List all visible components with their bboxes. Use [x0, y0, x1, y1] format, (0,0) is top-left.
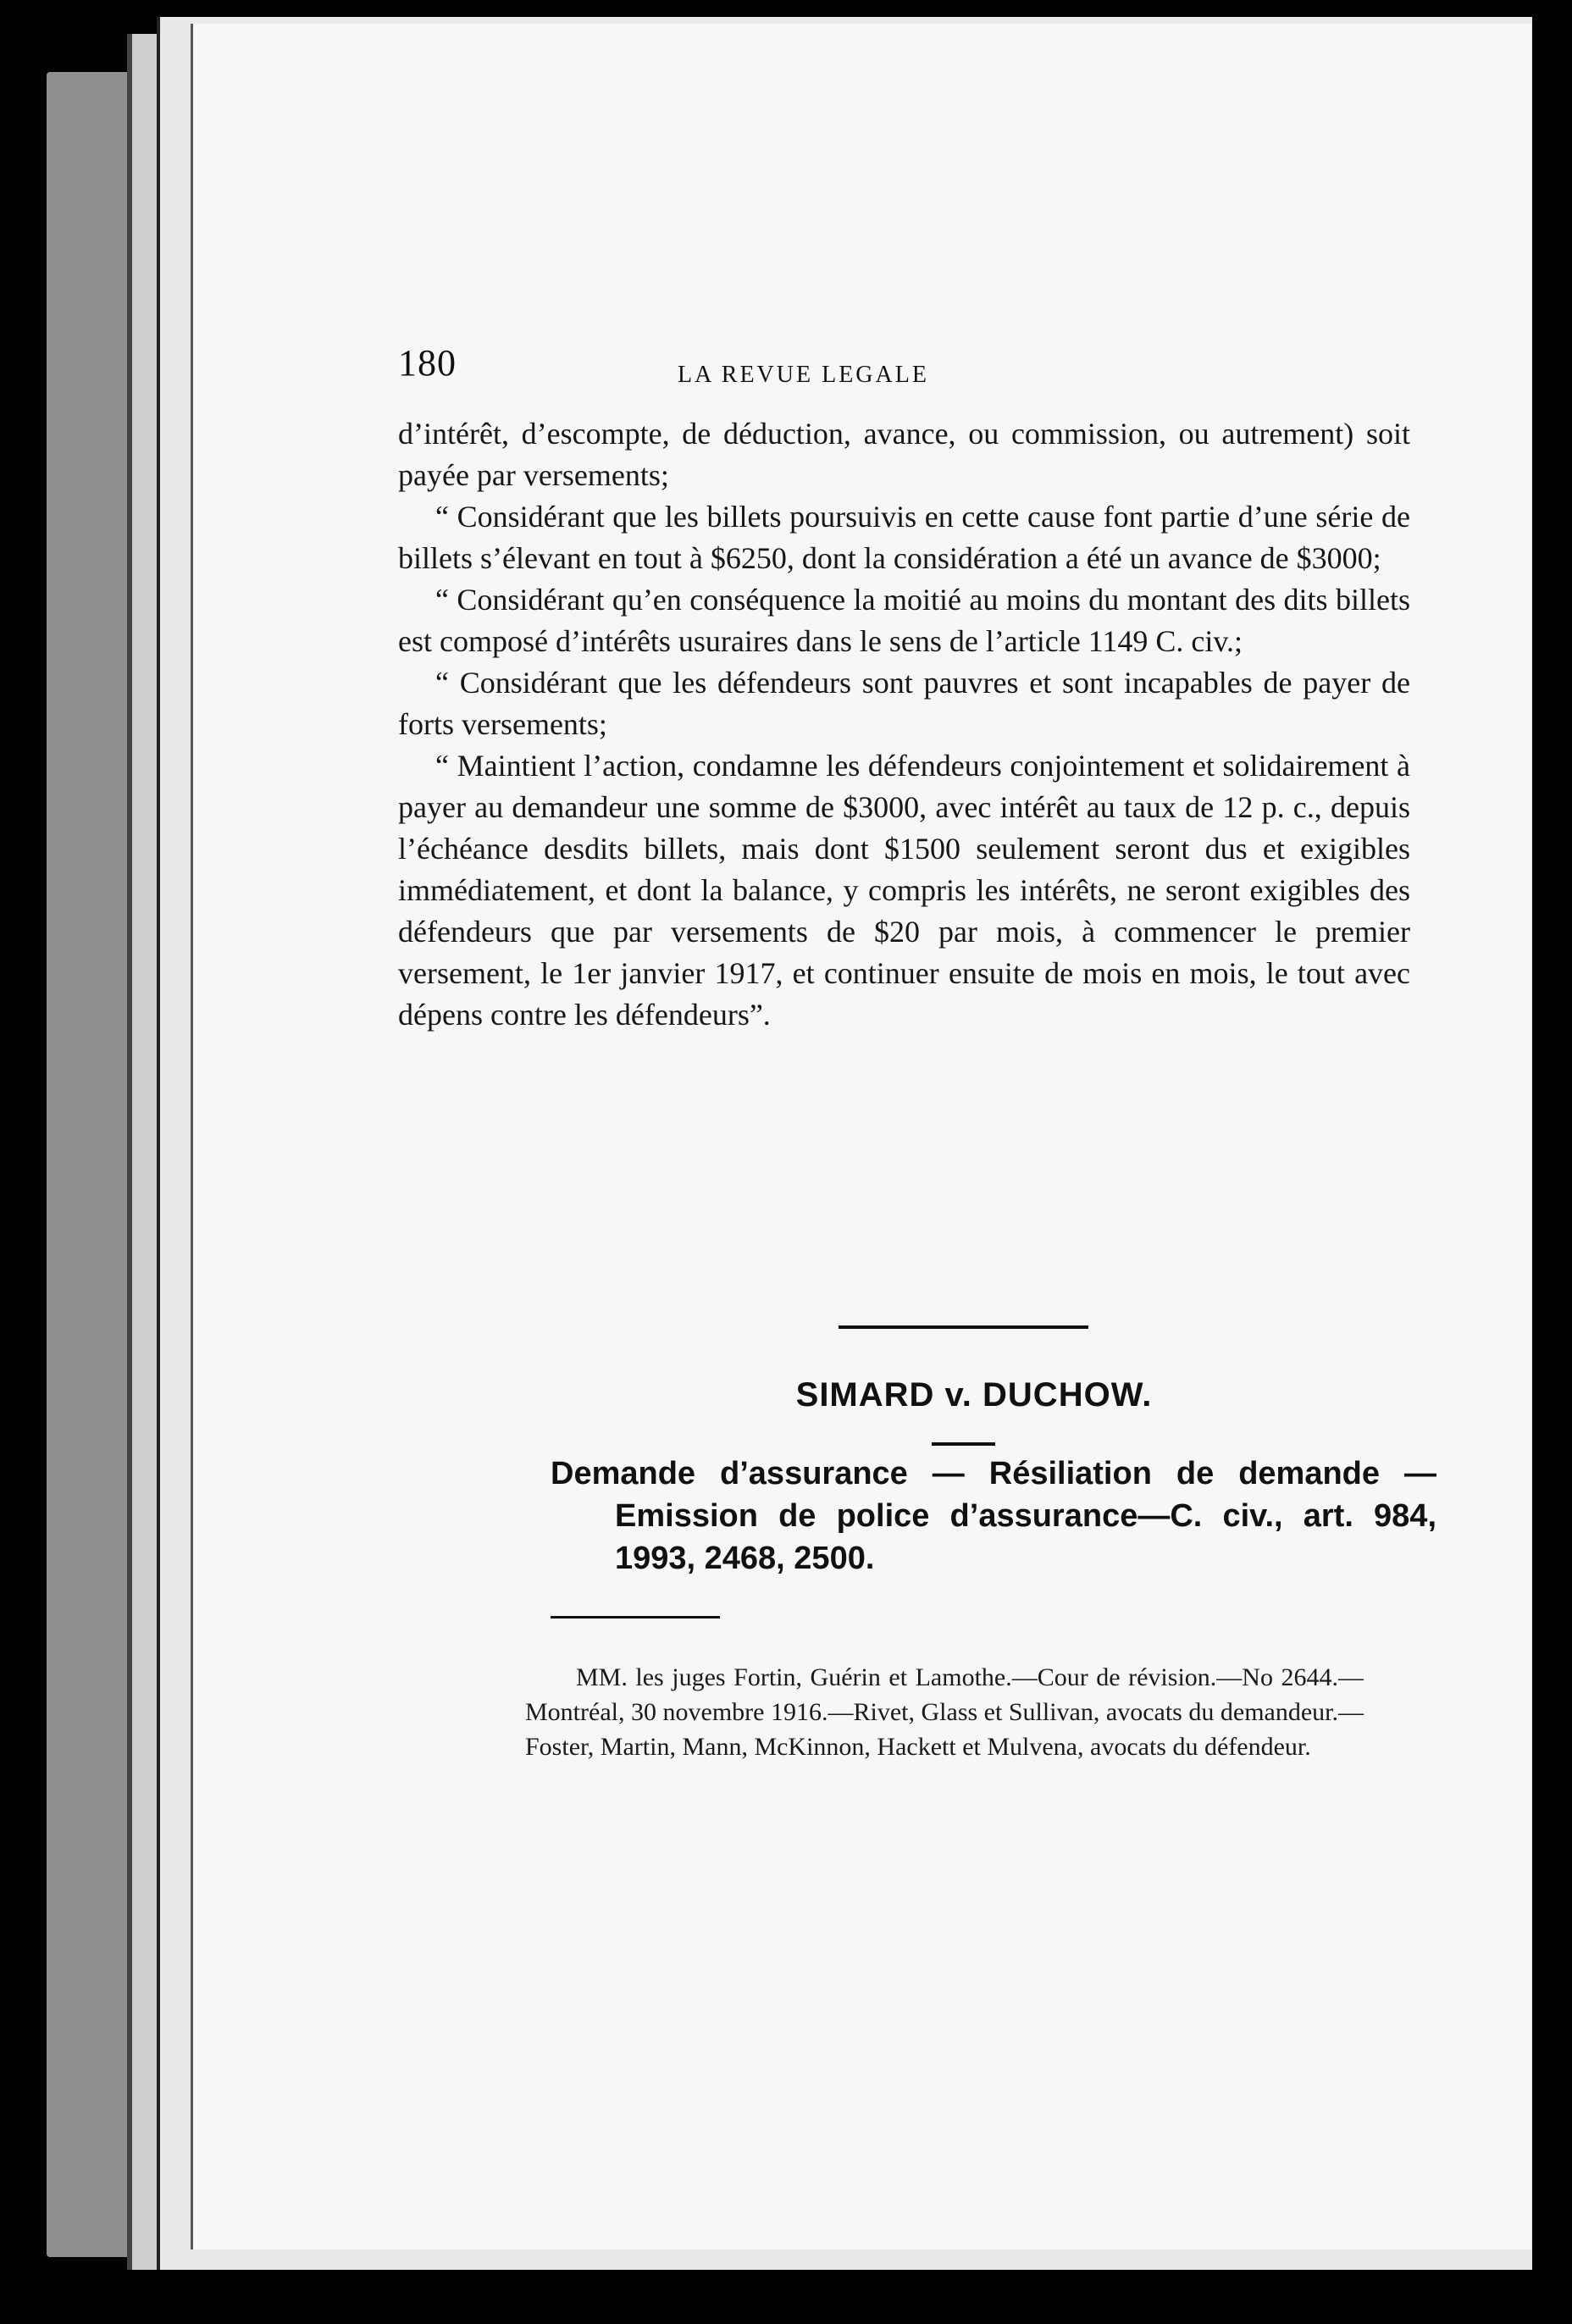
footnote: MM. les juges Fortin, Guérin et Lamothe.—Cour de révision.—No 2644.—Montréal, 30 novembre 1916.—Rivet, Glass et Sullivan, avocats du demandeur.—Foster, Martin, Mann, McKinnon, Hackett et Mulvena, avocats du défendeur.: [525, 1663, 1364, 1761]
section-divider: [839, 1325, 1088, 1329]
journal-title: LA REVUE LEGALE: [678, 362, 929, 388]
body-paragraph: “ Considérant que les défendeurs sont pauvres et sont incapables de payer de forts versements;: [398, 666, 1410, 741]
body-paragraph: “ Considérant que les billets poursuivis en cette cause font partie d’une série de billets s’élevant en tout à $6250, dont la considération a été un avance de $3000;: [398, 500, 1410, 575]
title-divider: [932, 1442, 995, 1446]
running-head: [398, 335, 1427, 394]
case-headnote: Demande d’assurance — Résiliation de demande — Emission de police d’assurance—C. civ., art. 984, 1993, 2468, 2500.: [551, 1456, 1436, 1576]
footnote-divider: [551, 1616, 720, 1618]
body-paragraph: d’intérêt, d’escompte, de déduction, avance, ou commission, ou autrement) soit payée par versements;: [398, 417, 1410, 492]
case-title: SIMARD v. DUCHOW.: [795, 1376, 1153, 1414]
body-paragraph: “ Considérant qu’en conséquence la moitié au moins du montant des dits billets est composé d’intérêts usuraires dans le sens de l’article 1149 C. civ.;: [398, 583, 1410, 658]
body-paragraph: “ Maintient l’action, condamne les défendeurs conjointement et solidairement à payer au demandeur une somme de $3000, avec intérêt au taux de 12 p. c., depuis l’échéance desdits billets, mais dont $1500 seulement seront dus et exigibles immédiatement, et dont la balance, y compris les intérêts, ne seront exigibles des défendeurs que par versements de $20 par mois, à commencer le premier versement, le 1er janvier 1917, et continuer ensuite de mois en mois, le tout avec dépens contre les défendeurs”.: [398, 749, 1410, 1032]
page-number: 180: [398, 342, 457, 384]
body-text: [398, 413, 1410, 1036]
